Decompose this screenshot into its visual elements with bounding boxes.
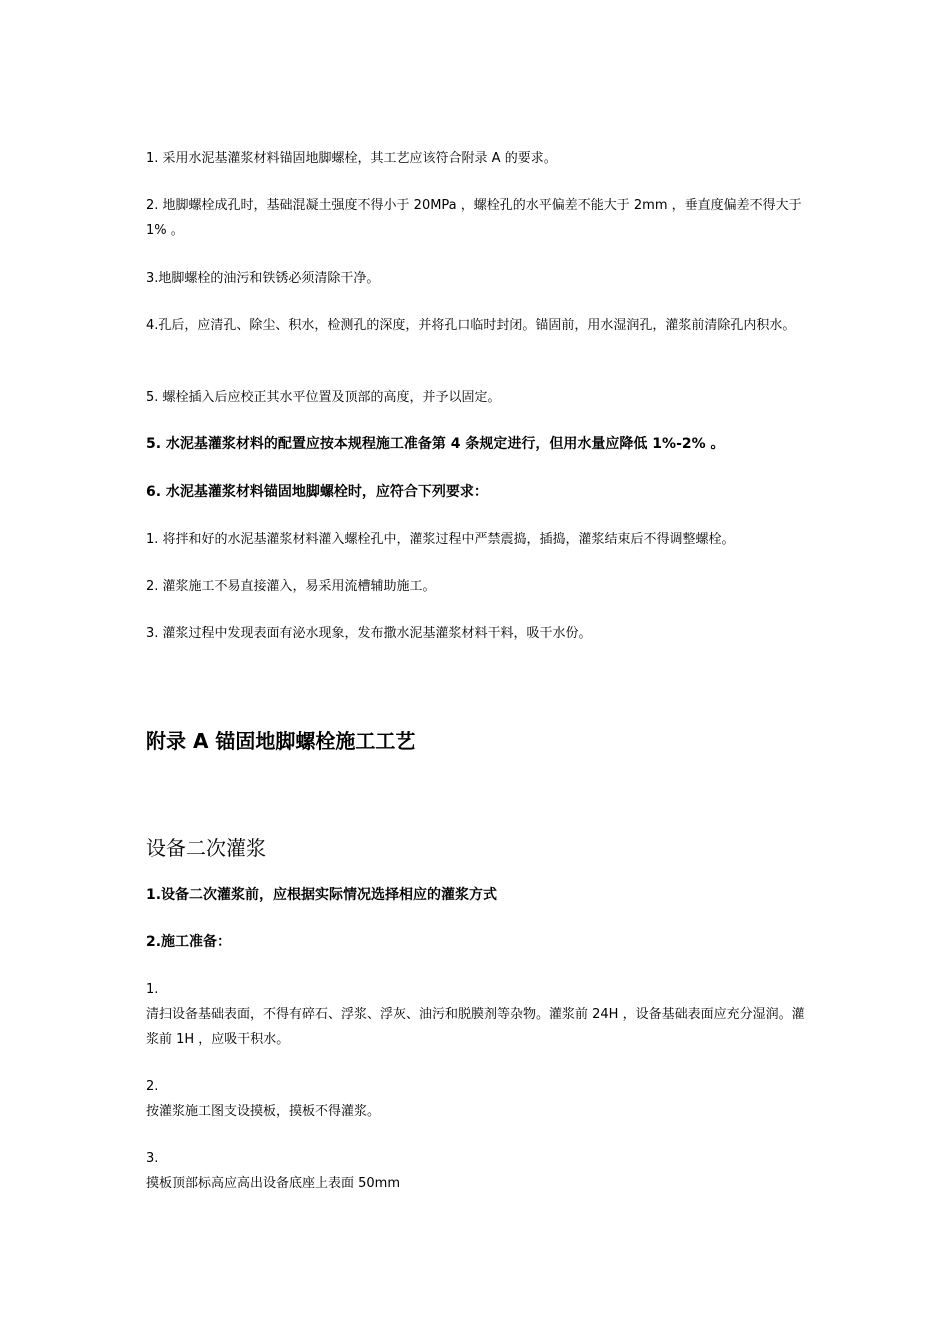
paragraph-item-2: 2. 地脚螺栓成孔时，基础混凝土强度不得小于 20MPa ，螺栓孔的水平偏差不能大于 2mm ，垂直度偏差不得大于 1% 。: [146, 198, 802, 238]
step-number-1: 1.: [146, 982, 159, 997]
step-text-1: 清扫设备基础表面，不得有碎石、浮浆、浮灰、油污和脱膜剂等杂物。灌浆前 24H ，设备基础表面应充分湿润。灌浆前 1H ，应吸干积水。: [146, 1007, 805, 1047]
grouting-point-2: 2.施工准备：: [146, 934, 232, 950]
step-number-2: 2.: [146, 1079, 159, 1094]
rule-6-item-3: 3. 灌浆过程中发现表面有泌水现象，发布撒水泥基灌浆材料干料，吸干水份。: [146, 626, 592, 641]
step-text-2: 按灌浆施工图支设摸板，摸板不得灌浆。: [146, 1104, 381, 1119]
grouting-point-1: 1.设备二次灌浆前，应根据实际情况选择相应的灌浆方式: [146, 887, 498, 903]
paragraph-item-3: 3.地脚螺栓的油污和铁锈必须清除干净。: [146, 271, 380, 286]
step-text-3: 摸板顶部标高应高出设备底座上表面 50mm: [146, 1176, 401, 1191]
paragraph-item-1: 1. 采用水泥基灌浆材料锚固地脚螺栓，其工艺应该符合附录 A 的要求。: [146, 151, 557, 166]
rule-6-item-1: 1. 将拌和好的水泥基灌浆材料灌入螺栓孔中，灌浆过程中严禁震捣，插捣，灌浆结束后不得调整螺栓。: [146, 532, 735, 547]
rule-6-item-2: 2. 灌浆施工不易直接灌入，易采用流槽辅助施工。: [146, 579, 436, 594]
paragraph-item-4: 4.孔后，应清孔、除尘、积水，检测孔的深度，并将孔口临时封闭。锚固前，用水湿润孔，灌浆前清除孔内积水。: [146, 318, 796, 333]
paragraph-item-5: 5. 螺栓插入后应校正其水平位置及顶部的高度，并予以固定。: [146, 390, 501, 405]
rule-6-heading: 6. 水泥基灌浆材料锚固地脚螺栓时，应符合下列要求：: [146, 484, 488, 500]
step-number-3: 3.: [146, 1151, 159, 1166]
section-title-secondary-grouting: 设备二次灌浆: [146, 836, 266, 860]
appendix-title: 附录 A 锚固地脚螺栓施工工艺: [146, 729, 416, 753]
rule-5-bold: 5. 水泥基灌浆材料的配置应按本规程施工准备第 4 条规定进行，但用水量应降低 1%-2% 。: [146, 436, 725, 452]
